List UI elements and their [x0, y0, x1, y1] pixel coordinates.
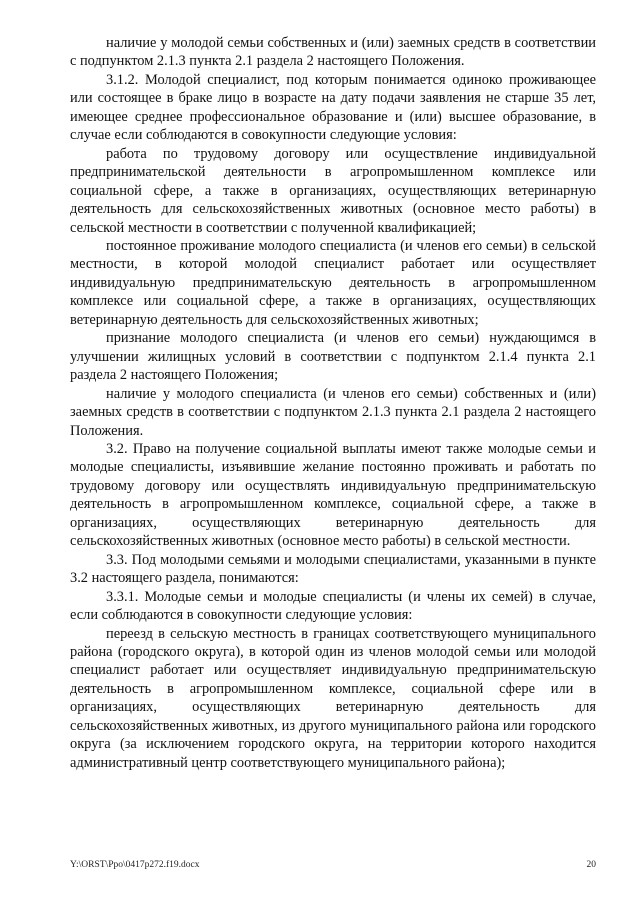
paragraph: 3.2. Право на получение социальной выплаты имеют также молодые семьи и молодые специалисты, изъявившие желание постоянно проживать и работать по трудовому договору или осуществлять индивидуальную предпринимательскую деятельность в агропромышленном комплексе, социальной сфере, а также в организациях, осуществляющих ветеринарную деятельность для сельскохозяйственных животных (основное место работы) в сельской местности.	[70, 440, 596, 550]
paragraph: 3.3. Под молодыми семьями и молодыми специалистами, указанными в пункте 3.2 настоящего раздела, понимаются:	[70, 551, 596, 587]
file-path: Y:\ORST\Ppo\0417p272.f19.docx	[70, 860, 200, 870]
paragraph: 3.3.1. Молодые семьи и молодые специалисты (и члены их семей) в случае, если соблюдаются в совокупности следующие условия:	[70, 588, 596, 624]
document-body	[70, 34, 596, 772]
paragraph: переезд в сельскую местность в границах соответствующего муниципального района (городского округа), в которой один из членов молодой семьи или молодой специалист работает или осуществляет индивидуальную предпринимательскую деятельность в агропромышленном комплексе, социальной сфере или в организациях, осуществляющих ветеринарную деятельность для сельскохозяйственных животных, из другого муниципального района или городского округа (за исключением городского округа, на территории которого находится административный центр соответствующего муниципального района);	[70, 625, 596, 771]
paragraph: наличие у молодой семьи собственных и (или) заемных средств в соответствии с подпунктом 2.1.3 пункта 2.1 раздела 2 настоящего Положения.	[70, 35, 596, 70]
paragraph: признание молодого специалиста (и членов его семьи) нуждающимся в улучшении жилищных условий в соответствии с подпунктом 2.1.4 пункта 2.1 раздела 2 настоящего Положения;	[70, 330, 596, 384]
paragraph: наличие у молодого специалиста (и членов его семьи) собственных и (или) заемных средств в соответствии с подпунктом 2.1.3 пункта 2.1 раздела 2 настоящего Положения.	[70, 385, 596, 439]
paragraph: постоянное проживание молодого специалиста (и членов его семьи) в сельской местности, в которой молодой специалист работает или осуществляет индивидуальную предпринимательскую деятельность в агропромышленном комплексе или социальной сфере, а также в организациях, осуществляющих ветеринарную деятельность для сельскохозяйственных животных;	[70, 237, 596, 328]
paragraph: 3.1.2. Молодой специалист, под которым понимается одиноко проживающее или состоящее в браке лицо в возрасте на дату подачи заявления не старше 35 лет, имеющее среднее профессиональное образование и (или) высшее образование, в случае если соблюдаются в совокупности следующие условия:	[70, 71, 596, 144]
paragraph: работа по трудовому договору или осуществление индивидуальной предпринимательской деятельности в агропромышленном комплексе или социальной сфере, а также в организациях, осуществляющих ветеринарную деятельность для сельскохозяйственных животных (основное место работы) в сельской местности в соответствии с полученной квалификацией;	[70, 145, 596, 236]
page-number: 20	[586, 860, 596, 870]
